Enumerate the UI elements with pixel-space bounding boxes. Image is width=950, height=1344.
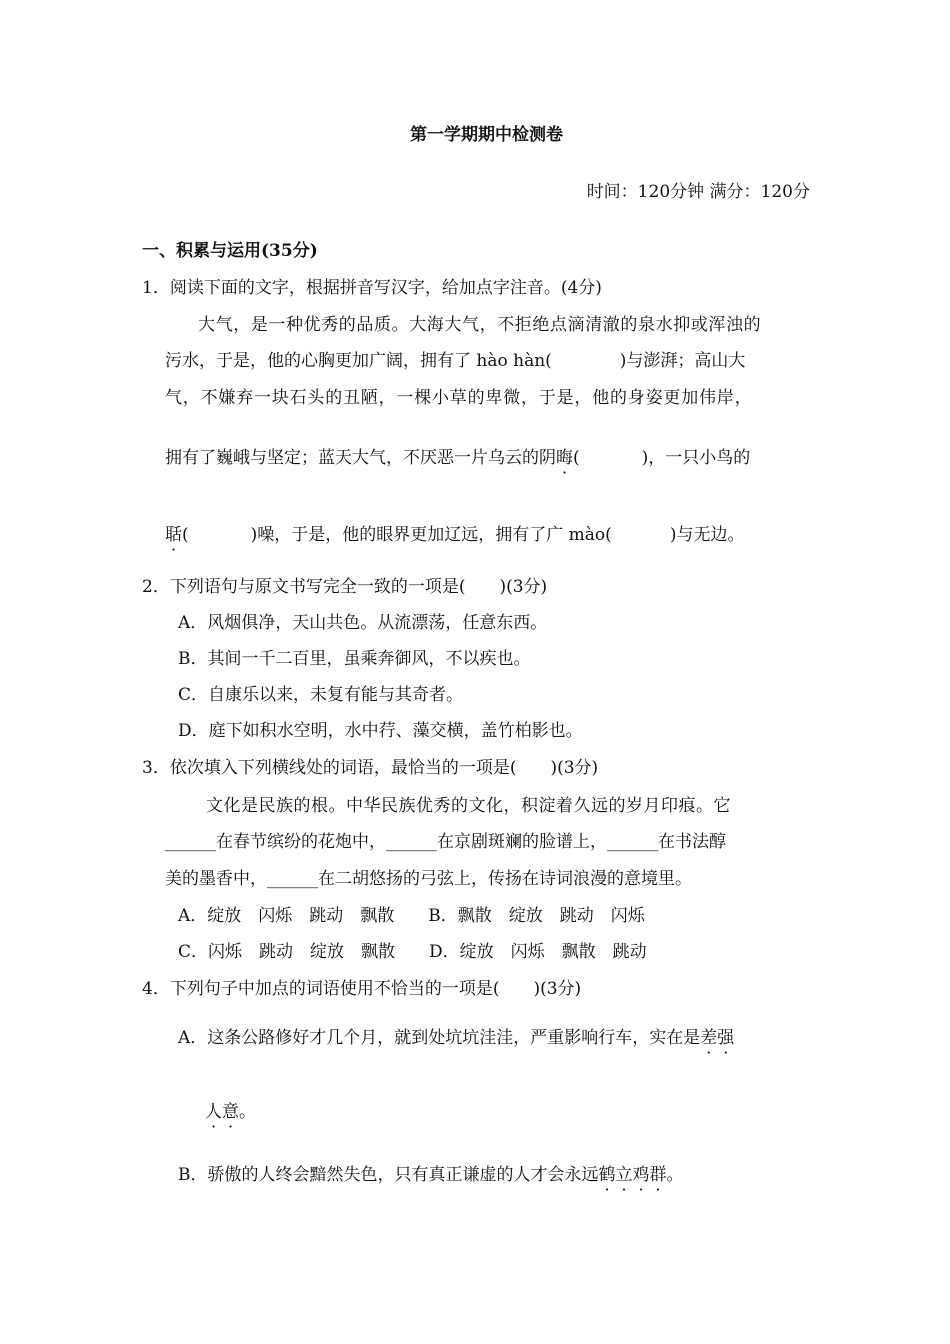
- dotted-word: 差强: [700, 1028, 735, 1048]
- q3-line: 文化是民族的根。中华民族优秀的文化，积淀着久远的岁月印痕。它: [206, 796, 731, 816]
- q1-stem: 1．阅读下面的文字，根据拼音写汉字，给加点字注音。(4分): [142, 278, 602, 298]
- dotted-word: 人意: [205, 1102, 239, 1122]
- q4-option-a: A．这条公路修好才几个月，就到处坑坑洼洼，严重影响行车，实在是差强: [178, 1028, 735, 1048]
- q4-option-a-cont: 人意。: [205, 1102, 256, 1122]
- exam-meta: 时间：120分钟 满分：120分: [586, 182, 810, 202]
- q4-option-b: B．骄傲的人终会黯然失色，只有真正谦虚的人才会永远鹤立鸡群。: [178, 1165, 684, 1185]
- page-title: 第一学期期中检测卷: [410, 125, 563, 145]
- q3-line: ______在春节缤纷的花炮中，______在京剧斑斓的脸谱上，______在书法醇: [165, 832, 726, 852]
- dotted-char: 聒: [165, 525, 182, 545]
- q2-stem: 2．下列语句与原文书写完全一致的一项是( )(3分): [142, 577, 548, 597]
- q3-line: 美的墨香中，______在二胡悠扬的弓弦上，传扬在诗词浪漫的意境里。: [165, 869, 692, 889]
- q1-line: 气，不嫌弃一块石头的丑陋，一棵小草的卑微，于是，他的身姿更加伟岸，: [165, 388, 753, 408]
- q2-option-d: D．庭下如积水空明，水中荇、藻交横，盖竹柏影也。: [178, 721, 583, 741]
- section-heading: 一、积累与运用(35分): [142, 241, 318, 261]
- q1-line: 大气，是一种优秀的品质。大海大气，不拒绝点滴清澈的泉水抑或浑浊的: [198, 315, 762, 335]
- q1-line: 聒( )噪，于是，他的眼界更加辽远，拥有了广 mào( )与无边。: [165, 525, 745, 545]
- q2-option-b: B．其间一千二百里，虽乘奔御风，不以疾也。: [178, 649, 531, 669]
- q3-stem: 3．依次填入下列横线处的词语，最恰当的一项是( )(3分): [142, 758, 599, 778]
- dotted-word: 鹤立鸡群: [598, 1165, 667, 1185]
- q3-options-ab: A．绽放 闪烁 跳动 飘散 B．飘散 绽放 跳动 闪烁: [178, 906, 645, 926]
- q4-stem: 4．下列句子中加点的词语使用不恰当的一项是( )(3分): [142, 979, 582, 999]
- dotted-char: 晦: [556, 448, 573, 468]
- q2-option-c: C．自康乐以来，未复有能与其奇者。: [178, 685, 464, 705]
- q3-options-cd: C．闪烁 跳动 绽放 飘散 D．绽放 闪烁 飘散 跳动: [178, 942, 647, 962]
- q2-option-a: A．风烟俱净，天山共色。从流漂荡，任意东西。: [178, 613, 548, 633]
- q1-line: 污水，于是，他的心胸更加广阔，拥有了 hào hàn( )与澎湃；高山大: [165, 351, 746, 371]
- q1-line: 拥有了巍峨与坚定；蓝天大气，不厌恶一片乌云的阴晦( )，一只小鸟的: [165, 448, 751, 468]
